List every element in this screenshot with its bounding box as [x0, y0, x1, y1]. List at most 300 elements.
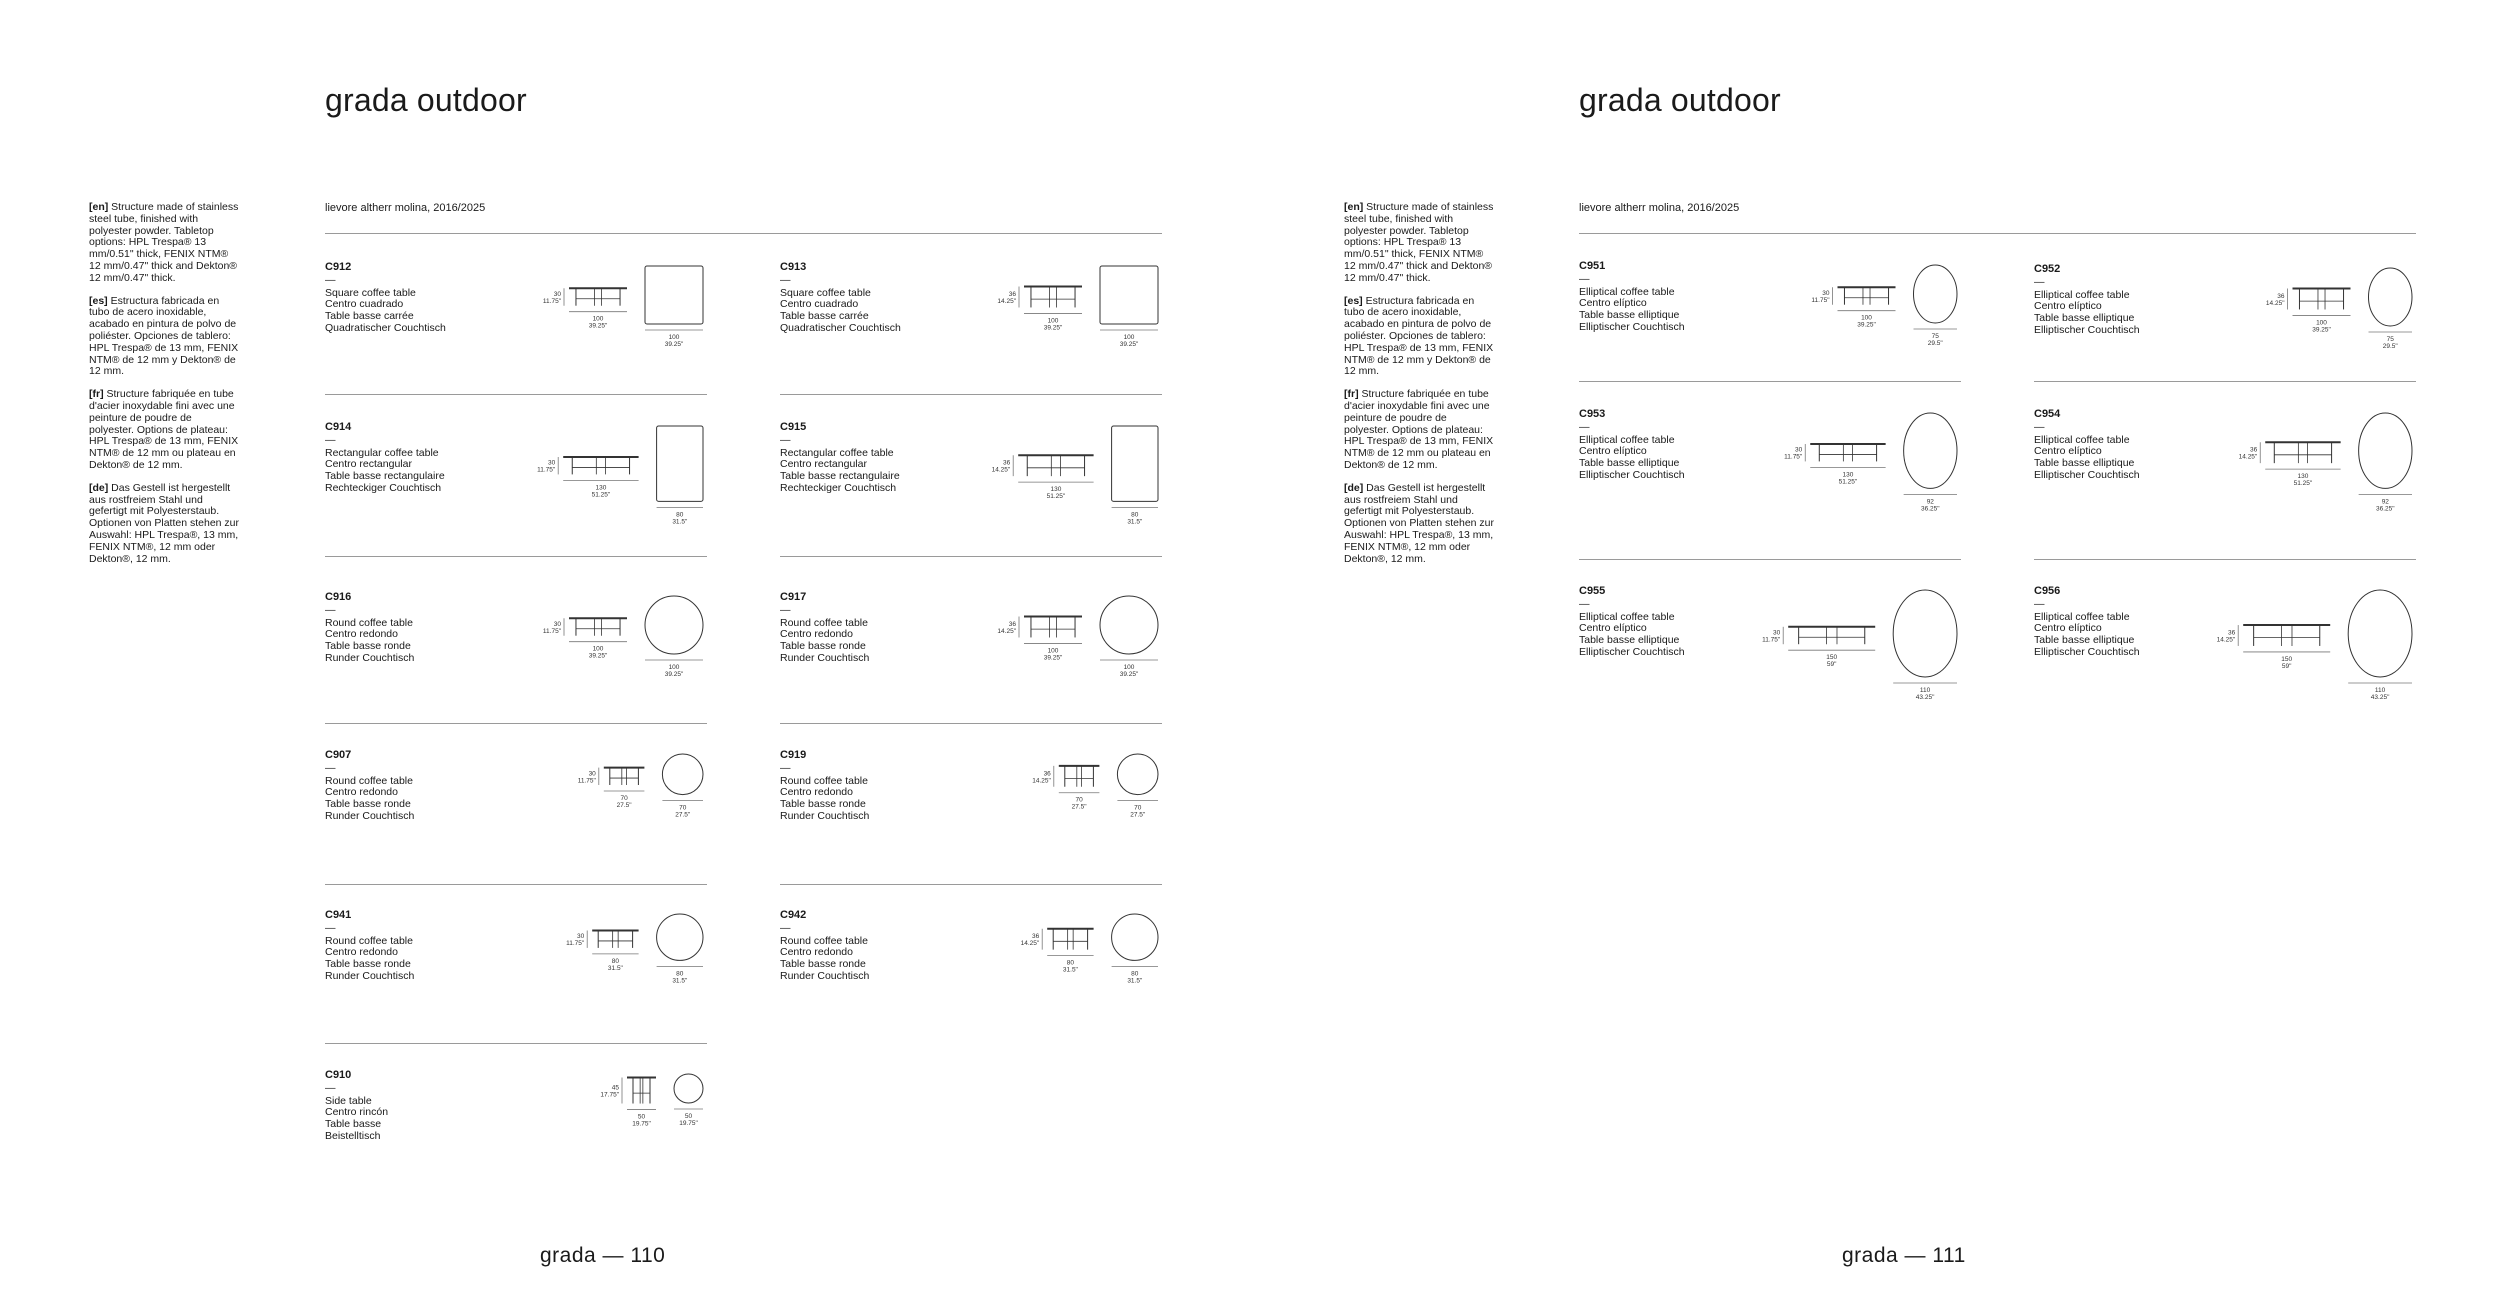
depth-in-label: 39.25" — [664, 671, 684, 678]
product-c955 — [1579, 586, 1961, 706]
plan-view — [645, 266, 703, 324]
width-cm-label: 130 — [1842, 471, 1854, 479]
product-name-line: Quadratischer Couchtisch — [325, 321, 446, 334]
product-name-line: Elliptischer Couchtisch — [1579, 645, 1685, 658]
width-cm-label: 80 — [1066, 959, 1075, 967]
height-in-label: 11.75" — [566, 940, 585, 948]
product-name-line: Table basse — [325, 1118, 382, 1131]
code-dash: — — [780, 761, 791, 774]
code-dash: — — [1579, 597, 1590, 610]
elevation-view — [1024, 287, 1082, 308]
depth-cm-label: 92 — [1926, 498, 1934, 506]
product-code: C952 — [2034, 263, 2061, 275]
product-code: C912 — [325, 261, 352, 273]
height-in-label: 11.75" — [577, 777, 596, 785]
depth-cm-label: 70 — [679, 804, 687, 812]
designer-credit: lievore altherr molina, 2016/2025 — [325, 202, 486, 214]
divider — [325, 884, 707, 885]
plan-view — [645, 596, 703, 654]
product-name-line: Centro redondo — [325, 946, 398, 959]
lang-label: [en] — [89, 201, 109, 213]
depth-in-label: 39.25" — [664, 341, 684, 348]
plan-view — [1100, 596, 1158, 654]
plan-view — [2359, 413, 2412, 488]
product-name-line: Elliptical coffee table — [1579, 610, 1675, 623]
product-name-line: Rechteckiger Couchtisch — [325, 481, 442, 494]
width-in-label: 51.25" — [2293, 480, 2313, 488]
code-dash: — — [325, 921, 336, 934]
description-es — [89, 296, 239, 379]
depth-cm-label: 100 — [668, 664, 680, 671]
product-name-line: Centro rectangular — [325, 458, 412, 471]
depth-in-label: 36.25" — [1921, 505, 1940, 513]
width-cm-label: 100 — [1047, 317, 1059, 325]
depth-in-label: 27.5" — [675, 811, 691, 819]
depth-cm-label: 80 — [1131, 511, 1139, 519]
plan-view — [657, 426, 703, 501]
description-text: Structure fabriquée en tube d'acier inoxydable fini avec une peinture de poudre de polyester. Options de plateau: HPL Trespa® de 13 mm, FENIX NTM® de 12 mm ou plateau en Dekton® de 12 mm. — [89, 388, 239, 471]
product-name-line: Centro redondo — [780, 946, 853, 959]
height-in-label: 11.75" — [1784, 453, 1803, 461]
product-code: C919 — [780, 749, 807, 761]
width-in-label: 31.5" — [1062, 966, 1078, 974]
elevation-view — [569, 618, 627, 635]
product-name-line: Elliptical coffee table — [2034, 288, 2130, 301]
dimension-drawing — [2034, 586, 2416, 701]
page-title: grada outdoor — [1579, 82, 1781, 118]
plan-view — [1112, 426, 1158, 501]
product-code: C917 — [780, 591, 807, 603]
lang-label: [es] — [89, 294, 108, 307]
dimension-drawing — [1579, 586, 1961, 701]
code-dash: — — [780, 921, 791, 934]
page-right — [1250, 0, 2500, 1297]
product-name-line: Table basse ronde — [325, 640, 411, 653]
product-name-line: Runder Couchtisch — [325, 651, 415, 664]
width-in-label: 39.25" — [1857, 321, 1876, 329]
product-name-line: Centro cuadrado — [325, 298, 404, 311]
product-code: C942 — [780, 909, 807, 921]
description-fr — [1344, 389, 1494, 472]
lang-label: [fr] — [89, 388, 104, 401]
dimension-drawing — [780, 910, 1162, 1020]
height-cm-label: 30 — [553, 291, 561, 298]
elevation-view — [627, 1077, 656, 1103]
product-c913 — [780, 262, 1162, 362]
lang-label: [de] — [89, 481, 109, 494]
depth-cm-label: 92 — [2381, 498, 2389, 506]
product-name-line: Centro cuadrado — [780, 298, 859, 311]
depth-cm-label: 110 — [1919, 687, 1931, 694]
product-c916 — [325, 592, 707, 692]
plan-view — [1893, 590, 1957, 677]
code-dash: — — [325, 1081, 336, 1094]
height-cm-label: 36 — [1008, 291, 1016, 298]
description-text: Structure made of stainless steel tube, finished with polyester powder. Tabletop options: HPL Trespa® 13 mm/0.51" thick, FENIX NTM® 12 mm/0.47" thick and Dekton® 12 mm/0.47" thick. — [1344, 201, 1494, 284]
depth-cm-label: 80 — [1131, 970, 1139, 978]
product-name-line: Round coffee table — [325, 774, 413, 787]
product-c912 — [325, 262, 707, 362]
product-c915 — [780, 422, 1162, 532]
height-in-label: 11.75" — [542, 628, 561, 635]
depth-in-label: 31.5" — [672, 518, 688, 526]
product-name-line: Elliptischer Couchtisch — [2034, 645, 2140, 658]
depth-in-label: 19.75" — [679, 1120, 698, 1127]
height-cm-label: 36 — [1031, 933, 1040, 941]
depth-in-label: 29.5" — [1927, 340, 1943, 347]
dimension-drawing — [325, 910, 707, 1020]
product-name-line: Beistelltisch — [325, 1129, 381, 1142]
product-name-line: Rectangular coffee table — [325, 446, 439, 459]
elevation-view — [1047, 929, 1093, 950]
dimension-drawing — [780, 262, 1162, 372]
description-de — [1344, 483, 1494, 566]
divider — [780, 723, 1162, 724]
depth-in-label: 39.25" — [1119, 671, 1139, 678]
divider — [325, 723, 707, 724]
plan-view — [1117, 754, 1158, 795]
product-name-line: Centro redondo — [780, 786, 853, 799]
elevation-view — [592, 931, 638, 948]
plan-view — [657, 914, 703, 960]
dimension-drawing — [325, 750, 707, 860]
plan-view — [662, 754, 703, 795]
product-name-line: Table basse elliptique — [1579, 634, 1680, 647]
width-cm-label: 130 — [595, 484, 607, 492]
plan-view — [1914, 265, 1958, 323]
width-in-label: 59" — [1826, 661, 1837, 669]
depth-in-label: 39.25" — [1119, 341, 1139, 348]
description-text: Estructura fabricada en tubo de acero inoxidable, acabado en pintura de polvo de poliéster. Opciones de tablero: HPL Trespa® de 13 mm, FENIX NTM® de 12 mm y Dekton® de 12 mm. — [1344, 294, 1494, 378]
page-title: grada outdoor — [325, 82, 527, 118]
elevation-view — [1788, 627, 1875, 644]
product-c941 — [325, 910, 707, 1000]
product-name-line: Side table — [325, 1094, 372, 1107]
product-name-line: Centro elíptico — [1579, 297, 1647, 310]
product-c919 — [780, 750, 1162, 840]
product-c954 — [2034, 409, 2416, 519]
product-name-line: Square coffee table — [325, 286, 416, 299]
product-c910 — [325, 1070, 707, 1160]
width-in-label: 31.5" — [607, 964, 623, 972]
divider — [780, 556, 1162, 557]
height-in-label: 14.25" — [1020, 940, 1040, 948]
height-cm-label: 30 — [576, 933, 585, 941]
height-cm-label: 30 — [1795, 446, 1803, 454]
height-cm-label: 30 — [547, 459, 556, 467]
width-in-label: 39.25" — [1043, 654, 1063, 662]
lang-label: [de] — [1344, 481, 1364, 494]
dimension-drawing — [325, 592, 707, 702]
code-dash: — — [780, 433, 791, 446]
height-in-label: 14.25" — [2265, 300, 2285, 307]
elevation-view — [2293, 289, 2351, 310]
divider — [1579, 559, 1961, 560]
description-text: Structure fabriquée en tube d'acier inoxydable fini avec une peinture de poudre de polyester. Options de plateau: HPL Trespa® de 13 mm, FENIX NTM® de 12 mm ou plateau en Dekton® de 12 mm. — [1344, 388, 1494, 471]
product-name-line: Elliptical coffee table — [1579, 433, 1675, 446]
height-in-label: 14.25" — [1032, 777, 1051, 785]
elevation-view — [1059, 766, 1100, 787]
product-code: C951 — [1579, 260, 1606, 272]
code-dash: — — [1579, 420, 1590, 433]
product-name-line: Elliptischer Couchtisch — [1579, 320, 1685, 333]
height-cm-label: 36 — [2227, 629, 2236, 637]
width-cm-label: 130 — [1050, 486, 1062, 494]
dimension-drawing — [325, 262, 707, 372]
product-name-line: Table basse ronde — [325, 958, 411, 971]
dimension-drawing — [780, 592, 1162, 702]
product-code: C956 — [2034, 585, 2061, 597]
product-c907 — [325, 750, 707, 840]
height-cm-label: 36 — [2250, 446, 2258, 454]
product-c952 — [2034, 264, 2416, 364]
dimension-drawing — [325, 1070, 707, 1180]
depth-cm-label: 100 — [1123, 334, 1135, 341]
description-text: Das Gestell ist hergestellt aus rostfreiem Stahl und gefertigt mit Polyesterstaub. Optionen von Platten stehen zur Auswahl: HPL Trespa®, 13 mm, FENIX NTM®, 12 mm oder Dekton®, 12 mm. — [89, 481, 240, 565]
divider — [780, 394, 1162, 395]
page-footer: grada — 110 — [540, 1244, 666, 1267]
product-name-line: Centro rectangular — [780, 458, 867, 471]
product-name-line: Centro elíptico — [2034, 622, 2102, 635]
height-in-label: 11.75" — [1762, 636, 1781, 644]
elevation-view — [2243, 625, 2330, 646]
height-in-label: 14.25" — [2238, 453, 2258, 461]
elevation-view — [1024, 617, 1082, 638]
height-in-label: 14.25" — [991, 466, 1011, 474]
code-dash: — — [325, 273, 336, 286]
product-name-line: Round coffee table — [780, 616, 868, 629]
width-cm-label: 100 — [1047, 647, 1059, 655]
depth-in-label: 43.25" — [2370, 694, 2390, 701]
plan-view — [2369, 268, 2413, 326]
dimension-drawing — [325, 422, 707, 532]
product-name-line: Table basse ronde — [780, 798, 866, 811]
description-text: Structure made of stainless steel tube, finished with polyester powder. Tabletop options: HPL Trespa® 13 mm/0.51" thick, FENIX NTM® 12 mm/0.47" thick and Dekton® 12 mm/0.47" thick. — [89, 201, 239, 284]
product-name-line: Round coffee table — [780, 934, 868, 947]
width-cm-label: 80 — [611, 957, 620, 965]
depth-in-label: 29.5" — [2382, 343, 2398, 350]
product-name-line: Runder Couchtisch — [780, 651, 870, 664]
product-code: C910 — [325, 1069, 352, 1081]
elevation-view — [563, 457, 638, 474]
page-footer: grada — 111 — [1842, 1244, 1966, 1267]
dimension-drawing — [2034, 409, 2416, 519]
product-name-line: Elliptical coffee table — [2034, 433, 2130, 446]
height-in-label: 11.75" — [537, 466, 556, 474]
product-name-line: Centro redondo — [325, 786, 398, 799]
product-name-line: Elliptical coffee table — [1579, 285, 1675, 298]
width-in-label: 39.25" — [588, 652, 608, 660]
description-en — [89, 202, 239, 285]
height-in-label: 14.25" — [997, 628, 1016, 635]
width-in-label: 27.5" — [616, 802, 632, 809]
divider — [2034, 381, 2416, 382]
product-name-line: Square coffee table — [780, 286, 871, 299]
product-name-line: Runder Couchtisch — [780, 809, 870, 822]
depth-in-label: 31.5" — [672, 977, 688, 985]
plan-view — [1100, 266, 1158, 324]
width-cm-label: 150 — [1826, 654, 1838, 662]
height-cm-label: 30 — [553, 621, 561, 628]
elevation-view — [1838, 287, 1896, 304]
height-cm-label: 30 — [1772, 629, 1781, 637]
product-name-line: Runder Couchtisch — [780, 969, 870, 982]
width-cm-label: 100 — [2316, 319, 2327, 327]
dimension-drawing — [2034, 264, 2416, 374]
description-block — [1344, 202, 1494, 576]
product-name-line: Centro elíptico — [1579, 445, 1647, 458]
divider — [325, 556, 707, 557]
elevation-view — [604, 768, 645, 785]
product-name-line: Centro elíptico — [1579, 622, 1647, 635]
divider — [2034, 559, 2416, 560]
dimension-drawing — [780, 750, 1162, 860]
product-code: C954 — [2034, 408, 2061, 420]
description-en — [1344, 202, 1494, 285]
width-cm-label: 50 — [637, 1113, 646, 1121]
depth-cm-label: 70 — [1134, 804, 1142, 812]
height-cm-label: 36 — [1043, 770, 1051, 778]
description-es — [1344, 296, 1494, 379]
width-cm-label: 150 — [2281, 655, 2293, 663]
product-name-line: Centro redondo — [780, 628, 853, 641]
width-in-label: 51.25" — [1046, 493, 1066, 501]
product-name-line: Table basse ronde — [325, 798, 411, 811]
width-in-label: 19.75" — [632, 1120, 651, 1128]
width-in-label: 39.25" — [2312, 326, 2331, 334]
plan-view — [674, 1074, 703, 1103]
height-in-label: 11.75" — [542, 298, 561, 305]
product-code: C941 — [325, 909, 352, 921]
product-code: C907 — [325, 749, 352, 761]
product-name-line: Runder Couchtisch — [325, 809, 415, 822]
product-code: C916 — [325, 591, 352, 603]
code-dash: — — [1579, 272, 1590, 285]
description-text: Das Gestell ist hergestellt aus rostfreiem Stahl und gefertigt mit Polyesterstaub. Optionen von Platten stehen zur Auswahl: HPL Trespa®, 13 mm, FENIX NTM®, 12 mm oder Dekton®, 12 mm. — [1344, 481, 1495, 565]
plan-view — [1112, 914, 1158, 960]
product-c956 — [2034, 586, 2416, 706]
product-name-line: Table basse elliptique — [1579, 457, 1680, 470]
product-code: C955 — [1579, 585, 1606, 597]
divider — [325, 233, 1162, 234]
product-code: C953 — [1579, 408, 1606, 420]
width-in-label: 51.25" — [1838, 478, 1858, 486]
code-dash: — — [325, 761, 336, 774]
depth-in-label: 36.25" — [2376, 505, 2395, 513]
depth-cm-label: 100 — [668, 334, 680, 341]
plan-view — [1904, 413, 1957, 488]
product-name-line: Elliptischer Couchtisch — [2034, 468, 2140, 481]
product-name-line: Centro redondo — [325, 628, 398, 641]
product-name-line: Rectangular coffee table — [780, 446, 894, 459]
height-in-label: 17.75" — [600, 1091, 619, 1099]
product-name-line: Runder Couchtisch — [325, 969, 415, 982]
code-dash: — — [325, 603, 336, 616]
divider — [1579, 381, 1961, 382]
product-name-line: Table basse carrée — [325, 310, 414, 323]
width-in-label: 39.25" — [1043, 324, 1063, 332]
product-name-line: Table basse carrée — [780, 310, 869, 323]
elevation-view — [569, 288, 627, 305]
depth-cm-label: 80 — [676, 511, 684, 519]
plan-view — [2348, 590, 2412, 677]
product-code: C915 — [780, 421, 807, 433]
code-dash: — — [2034, 597, 2045, 610]
product-name-line: Rechteckiger Couchtisch — [780, 481, 897, 494]
height-in-label: 11.75" — [1811, 297, 1830, 304]
product-code: C913 — [780, 261, 807, 273]
width-cm-label: 70 — [620, 795, 628, 802]
product-c914 — [325, 422, 707, 532]
code-dash: — — [780, 603, 791, 616]
dimension-drawing — [1579, 261, 1961, 371]
height-cm-label: 36 — [2277, 293, 2285, 300]
elevation-view — [1810, 444, 1885, 461]
dimension-drawing — [780, 422, 1162, 532]
height-cm-label: 36 — [1008, 621, 1016, 628]
height-in-label: 14.25" — [997, 298, 1016, 305]
width-cm-label: 70 — [1075, 796, 1083, 804]
lang-label: [es] — [1344, 294, 1363, 307]
depth-in-label: 27.5" — [1130, 811, 1146, 819]
lang-label: [en] — [1344, 201, 1364, 213]
depth-cm-label: 50 — [684, 1113, 693, 1120]
product-name-line: Table basse elliptique — [1579, 309, 1680, 322]
width-cm-label: 100 — [592, 645, 604, 653]
code-dash: — — [2034, 420, 2045, 433]
depth-cm-label: 80 — [676, 970, 684, 978]
width-in-label: 39.25" — [588, 322, 608, 330]
divider — [325, 1043, 707, 1044]
elevation-view — [1018, 455, 1093, 476]
product-name-line: Table basse elliptique — [2034, 312, 2135, 325]
width-in-label: 59" — [2281, 662, 2292, 670]
depth-cm-label: 75 — [2386, 336, 2394, 343]
product-name-line: Centro rincón — [325, 1106, 389, 1119]
product-name-line: Centro elíptico — [2034, 445, 2102, 458]
product-code: C914 — [325, 421, 352, 433]
width-cm-label: 100 — [592, 315, 604, 323]
product-name-line: Elliptical coffee table — [2034, 610, 2130, 623]
height-cm-label: 30 — [588, 770, 596, 778]
product-name-line: Round coffee table — [325, 616, 413, 629]
product-name-line: Quadratischer Couchtisch — [780, 321, 901, 334]
width-in-label: 27.5" — [1071, 803, 1087, 811]
product-name-line: Centro elíptico — [2034, 300, 2102, 313]
description-fr — [89, 389, 239, 472]
product-name-line: Round coffee table — [780, 774, 868, 787]
height-cm-label: 36 — [1002, 459, 1011, 467]
product-name-line: Table basse elliptique — [2034, 457, 2135, 470]
product-name-line: Table basse ronde — [780, 640, 866, 653]
divider — [780, 884, 1162, 885]
product-name-line: Table basse elliptique — [2034, 634, 2135, 647]
depth-in-label: 43.25" — [1915, 694, 1935, 701]
dimension-drawing — [1579, 409, 1961, 519]
description-block — [89, 202, 239, 576]
depth-in-label: 31.5" — [1127, 977, 1143, 985]
product-name-line: Table basse rectangulaire — [780, 470, 900, 483]
height-cm-label: 45 — [611, 1084, 619, 1092]
depth-cm-label: 110 — [2374, 687, 2386, 694]
code-dash: — — [2034, 275, 2045, 288]
height-cm-label: 30 — [1822, 290, 1830, 297]
depth-cm-label: 75 — [1931, 333, 1939, 340]
height-in-label: 14.25" — [2216, 636, 2236, 644]
code-dash: — — [325, 433, 336, 446]
divider — [325, 394, 707, 395]
product-name-line: Table basse rectangulaire — [325, 470, 445, 483]
